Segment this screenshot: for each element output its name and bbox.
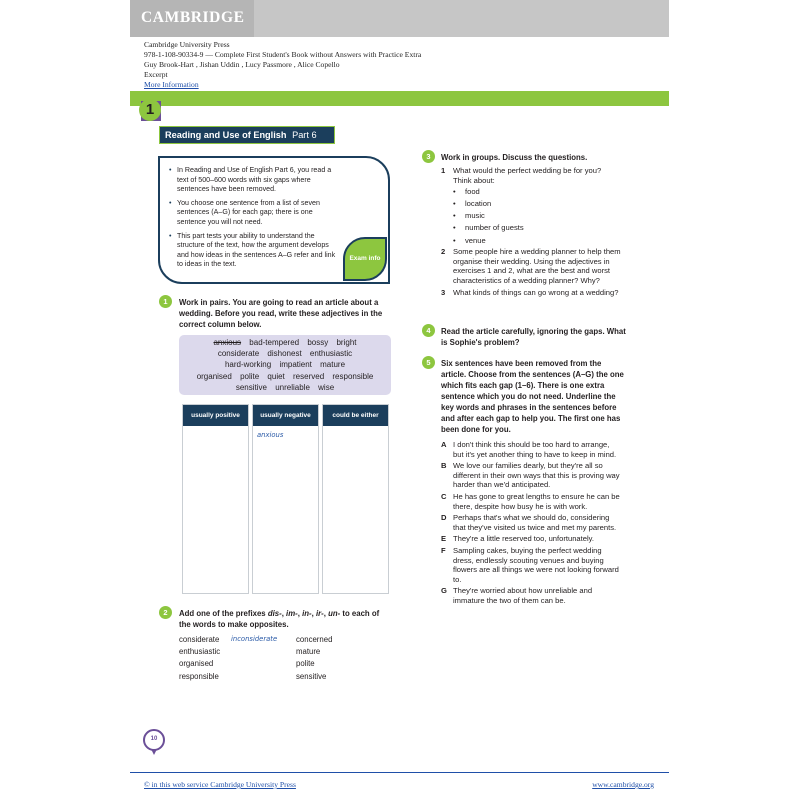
adjective: mature — [320, 360, 346, 370]
instruction-text: to each of the words to make opposites. — [179, 609, 380, 629]
instruction-text: , — [281, 609, 287, 618]
adjective: organised — [196, 371, 232, 381]
sentence-text: I don't think this should be too hard to arrange, but it's yet another thing to have to keep in mind. — [453, 440, 617, 459]
authors-line: Guy Brook-Hart , Jishan Uddin , Lucy Passmore , Alice Copello — [144, 60, 340, 70]
word: polite — [296, 659, 315, 669]
word-list-left — [179, 634, 220, 683]
adjective: unreliable — [275, 382, 310, 392]
adjective: bad-tempered — [249, 338, 300, 347]
part-title-text: Reading and Use of English — [165, 130, 287, 140]
sentence-a: A I don't think this should be too hard to arrange, but it's yet another thing to have to keep in mind. — [441, 440, 617, 459]
adjective-line — [183, 337, 387, 348]
prefix: im- — [286, 609, 298, 618]
sentence-text: Perhaps that's what we should do, considering that they've visited us twice and met my parents. — [453, 513, 617, 532]
adjective: polite — [240, 371, 260, 381]
exercise-3-questions — [441, 166, 621, 297]
prefix: dis- — [267, 609, 282, 618]
info-bullet: • This part tests your ability to understand the structure of the text, how the argument develops and how ideas in the sentences A–G refer and link to ideas in the text. — [169, 232, 336, 270]
exam-info-leaf-icon — [343, 237, 387, 281]
bullet-item: • food — [441, 187, 621, 197]
adjective: dishonest — [267, 349, 302, 359]
column-could-be-either — [322, 404, 389, 594]
prefix: un- — [328, 609, 341, 618]
adjective: reserved — [293, 371, 325, 381]
adjective: bright — [336, 338, 357, 347]
sentence-b: B We love our families dearly, but they're all so different in their own ways that this is proving way harder than we'd anticipated. — [441, 461, 620, 490]
sentence-options — [441, 440, 621, 606]
website-link[interactable]: www.cambridge.org — [592, 780, 654, 789]
sentence-text: He has gone to great lengths to ensure he can be there, despite how busy he is with work. — [453, 491, 620, 511]
sentence-d: D Perhaps that's what we should do, considering that they've visited us twice and met my parents. — [441, 513, 617, 532]
exercise-2-number: 2 — [159, 606, 172, 619]
logo-block — [130, 0, 254, 37]
exercise-3-instruction: Work in groups. Discuss the questions. — [441, 153, 588, 162]
sentence-f: F Sampling cakes, buying the perfect wedding dress, endlessly scouting venues and buying flowers are all things we were not looking forward to. — [441, 545, 619, 584]
sentence-text: They're a little reserved too, unfortunately. — [453, 534, 595, 544]
excerpt-meta — [144, 40, 421, 90]
book-page — [130, 0, 669, 800]
sentence-g: G They're worried about how unreliable and immature the two of them can be. — [441, 586, 593, 605]
word: sensitive — [296, 671, 327, 681]
unit-number-badge: 1 — [139, 99, 161, 121]
column-usually-negative — [252, 404, 319, 594]
word: responsible — [179, 671, 219, 681]
exercise-1-number: 1 — [159, 295, 172, 308]
part-title — [159, 126, 335, 144]
sentence-c: C He has gone to great lengths to ensure he can be there, despite how busy he is with work. — [441, 491, 620, 511]
bullet-item: • number of guests — [441, 223, 621, 233]
prefix: ir- — [315, 609, 324, 618]
exercise-5-number: 5 — [422, 356, 435, 369]
question-2: 2 Some people hire a wedding planner to help them organise their wedding. Using the adjectives in exercises 1 and 2, what are the best and worst characteristics of a wedding planner? Why? — [441, 247, 621, 285]
exercise-4-number: 4 — [422, 324, 435, 337]
question-text: Some people hire a wedding planner to help them organise their wedding. Using the adjectives in exercises 1 and 2, what are the best and worst characteristics of a wedding planner? Why? — [453, 247, 621, 285]
column-header: could be either — [323, 405, 388, 426]
adjective: quiet — [267, 371, 285, 381]
part-subtitle: Part 6 — [292, 130, 317, 140]
header-bar — [130, 0, 669, 37]
adjective-line — [183, 382, 387, 393]
adjective-line — [183, 359, 387, 370]
question-1: 1 What would the perfect wedding be for you? Think about: — [441, 166, 602, 185]
exercise-5-instruction: Six sentences have been removed from the article. Choose from the sentences (A–G) the one which fits each gap (1–6). There is one extra sentence which you do not need. Underline the key words and phrases in the sentences before and after each gap to help you. The first one has been done for you. — [441, 359, 624, 434]
adjective: enthusiastic — [309, 349, 353, 359]
question-3: 3 What kinds of things can go wrong at a wedding? — [441, 287, 619, 297]
excerpt-line: Excerpt — [144, 70, 168, 80]
word: considerate — [179, 635, 220, 644]
adjective: impatient — [279, 360, 312, 370]
adjective-table — [182, 404, 389, 594]
column-header: usually negative — [253, 405, 318, 426]
word: enthusiastic — [179, 647, 221, 657]
adjective: bossy — [307, 338, 329, 347]
instruction-text: , — [323, 609, 329, 618]
exam-info-label: Exam info — [349, 255, 381, 262]
unit-green-bar — [130, 91, 669, 106]
exercise-1-instruction: Work in pairs. You are going to read an article about a wedding. Before you read, write these adjectives in the correct column below. — [179, 298, 383, 329]
word: organised — [179, 659, 214, 669]
column-usually-positive — [182, 404, 249, 594]
exercise-4-instruction: Read the article carefully, ignoring the gaps. What is Sophie's problem? — [441, 327, 626, 347]
sentence-e: E They're a little reserved too, unfortunately. — [441, 534, 595, 544]
exercise-2-instruction — [179, 608, 391, 630]
handwritten-answer: inconsiderate — [231, 635, 278, 643]
question-text: What kinds of things can go wrong at a wedding? — [453, 287, 619, 297]
isbn-title-line: 978-1-108-90334-9 — Complete First Student's Book without Answers with Practice Extra — [144, 50, 422, 60]
word: concerned — [296, 635, 333, 644]
adjective: considerate — [217, 349, 260, 359]
adjective-line — [183, 371, 387, 382]
exercise-3-number: 3 — [422, 150, 435, 163]
instruction-text: Add one of the prefixes — [179, 609, 268, 618]
copyright-link[interactable]: © in this web service Cambridge University Press — [144, 780, 296, 789]
question-text: What would the perfect wedding be for you? Think about: — [453, 166, 602, 185]
handwritten-answer: anxious — [257, 431, 284, 439]
sentence-text: They're worried about how unreliable and immature the two of them can be. — [453, 586, 593, 605]
bullet-item: • venue — [441, 236, 621, 246]
adjective-line — [183, 348, 387, 359]
word: mature — [296, 647, 321, 657]
publisher-line: Cambridge University Press — [144, 40, 230, 49]
bullet-item: • location — [441, 199, 621, 209]
adjective: responsible — [332, 371, 374, 381]
more-information-link[interactable]: More Information — [144, 80, 199, 90]
instruction-text: , — [311, 609, 316, 618]
info-bullet: • You choose one sentence from a list of seven sentences (A–G) for each gap; there is one sentence you will not need. — [169, 199, 336, 228]
bullet-item: • music — [441, 211, 621, 221]
adjective: hard-working — [224, 360, 272, 370]
prefix: in- — [302, 609, 312, 618]
adjective-box — [179, 335, 391, 395]
sentence-text: Sampling cakes, buying the perfect wedding dress, endlessly scouting venues and buying flowers are all things we were not looking forward to. — [453, 545, 619, 584]
adjective: wise — [318, 382, 335, 392]
cambridge-logo: CAMBRIDGE — [141, 9, 245, 26]
sentence-text: We love our families dearly, but they're all so different in their own ways that this is proving way harder than we'd anticipated. — [453, 461, 620, 490]
info-bullet: • In Reading and Use of English Part 6, you read a text of 500–600 words with six gaps where sentences have been removed. — [169, 166, 336, 195]
word-list-right — [296, 634, 332, 683]
adjective: sensitive — [235, 382, 267, 392]
instruction-text: , — [297, 609, 303, 618]
column-header: usually positive — [183, 405, 248, 426]
page-number-badge: 10 — [143, 729, 165, 751]
adjective-crossed: anxious — [213, 338, 242, 347]
footer-divider — [130, 772, 669, 773]
